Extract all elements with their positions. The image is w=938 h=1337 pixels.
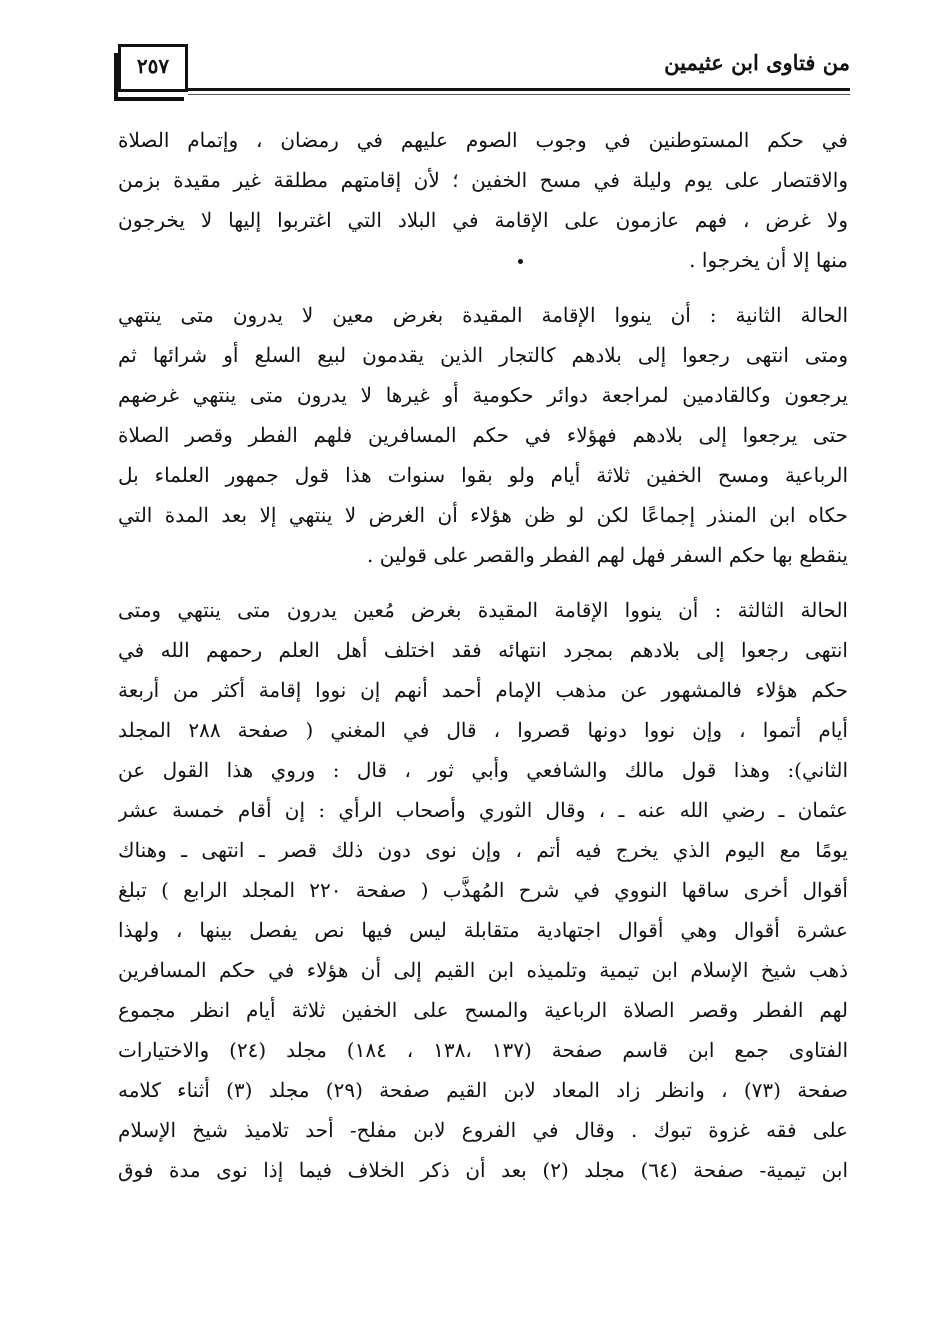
text-line: ولا غرض ، فهم عازمون على الإقامة في البلاد التي اغتربوا إليها لا يخرجون (118, 208, 848, 232)
paragraph-gap (118, 575, 848, 590)
text-line: أيام أتموا ، وإن نووا دونها قصروا ، قال في المغني ( صفحة ٢٨٨ المجلد (118, 718, 848, 742)
text-line: ابن تيمية- صفحة (٦٤) مجلد (٢) بعد أن ذكر الخلاف فيما إذا نوى مدة فوق (118, 1158, 848, 1182)
text-line: على فقه غزوة تبوك . وقال في الفروع لابن مفلح- أحد تلاميذ شيخ الإسلام (118, 1118, 848, 1142)
text-line: عثمان ـ رضي الله عنه ـ ، وقال الثوري وأصحاب الرأي : إن أقام خمسة عشر (118, 798, 848, 822)
body-text (118, 120, 848, 1190)
text-line: أقوال أخرى ساقها النووي في شرح المُهذَّب ( صفحة ٢٢٠ المجلد الرابع ) تبلغ (118, 878, 848, 902)
page-header (118, 42, 850, 96)
page-number: ٢٥٧ (136, 54, 170, 78)
text-line: عشرة أقوال وهي أقوال اجتهادية متقابلة ليس فيها نص يفصل بينها ، ولهذا (118, 918, 848, 942)
text-line: والاقتصار على يوم وليلة في مسح الخفين ؛ لأن إقامتهم مطلقة غير مقيدة بزمن (118, 168, 848, 192)
text-line: ومتى انتهى رجعوا إلى بلادهم كالتجار الذين يقدمون لبيع السلع أو شرائها ثم (118, 343, 848, 367)
text-line: منها إلا أن يخرجوا . (689, 248, 848, 272)
header-rule-thin (188, 94, 850, 95)
text-line: في حكم المستوطنين في وجوب الصوم عليهم في رمضان ، وإتمام الصلاة (118, 128, 848, 152)
text-line: ينقطع بها حكم السفر فهل لهم الفطر والقصر على قولين . (367, 543, 848, 567)
text-line: حتى يرجعوا إلى بلادهم فهؤلاء في حكم المسافرين فلهم الفطر وقصر الصلاة (118, 423, 848, 447)
running-title: من فتاوى ابن عثيمين (664, 50, 850, 75)
text-line: حكم هؤلاء فالمشهور عن مذهب الإمام أحمد أنهم إن نووا إقامة أكثر من أربعة (118, 678, 848, 702)
paragraph-gap (118, 280, 848, 295)
text-line: الحالة الثالثة : أن ينووا الإقامة المقيدة بغرض مُعين يدرون متى ينتهي ومتى (118, 598, 848, 622)
text-line: صفحة (٧٣) ، وانظر زاد المعاد لابن القيم صفحة (٢٩) مجلد (٣) أثناء كلامه (118, 1078, 848, 1102)
header-rule (188, 88, 850, 91)
text-line: الرباعية ومسح الخفين ثلاثة أيام ولو بقوا سنوات هذا قول جمهور العلماء بل (118, 463, 848, 487)
text-line: الحالة الثانية : أن ينووا الإقامة المقيدة بغرض معين لا يدرون متى ينتهي (118, 303, 848, 327)
text-line: حكاه ابن المنذر إجماعًا لكن لو ظن هؤلاء أن الغرض لا ينتهي إلا بعد المدة التي (118, 503, 848, 527)
text-line: ذهب شيخ الإسلام ابن تيمية وتلميذه ابن القيم إلى أن هؤلاء في حكم المسافرين (118, 958, 848, 982)
text-line: يومًا مع اليوم الذي يخرج فيه أتم ، وإن نوى دون ذلك قصر ـ انتهى ـ وهناك (118, 838, 848, 862)
text-line: الثاني): وهذا قول مالك والشافعي وأبي ثور ، قال : وروي هذا القول عن (118, 758, 848, 782)
text-line: انتهى رجعوا إلى بلادهم بمجرد انتهائه فقد اختلف أهل العلم رحمهم الله في (118, 638, 848, 662)
text-line: الفتاوى جمع ابن قاسم صفحة (١٣٧ ،١٣٨ ، ١٨٤) مجلد (٢٤) والاختيارات (118, 1038, 848, 1062)
text-line: لهم الفطر وقصر الصلاة الرباعية والمسح على الخفين ثلاثة أيام انظر مجموع (118, 998, 848, 1022)
page-number-box (118, 44, 188, 92)
text-line: يرجعون وكالقادمين لمراجعة دوائر حكومية أو غيرها لا يدرون متى ينتهي غرضهم (118, 383, 848, 407)
